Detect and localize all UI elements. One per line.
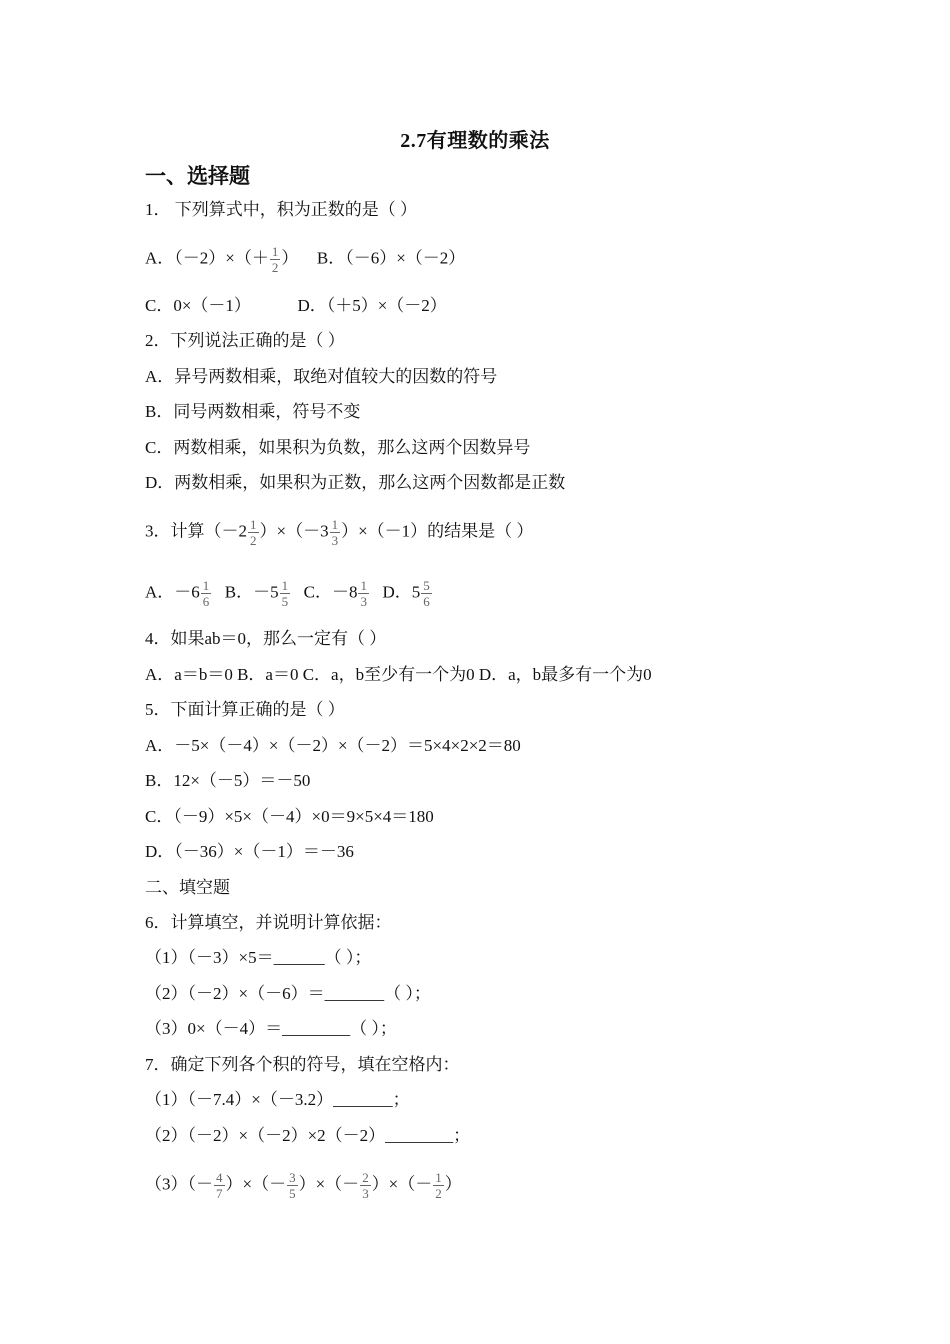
question-3-stem: 3．计算（－2 $\frac{1}{2}$ ）×（－3 $\frac{1}{3}$ ）×（－1）的结果是（ ） — [145, 517, 534, 548]
question-7-part-3: （3）（－ $\frac{4}{7}$ ）×（－ $\frac{3}{5}$ ）×（－ $\frac{2}{3}$ ）×（－ $\frac{1}{2}$ ） — [145, 1170, 462, 1201]
question-7-part-1: （1）（－7.4）×（－3.2）_______； — [145, 1090, 410, 1109]
question-5-option-a: A．－5×（－4）×（－2）×（－2）＝5×4×2×2＝80 — [145, 736, 521, 755]
question-2-option-b: B．同号两数相乘，符号不变 — [145, 402, 361, 421]
section-heading-choice: 一、选择题 — [145, 164, 250, 188]
question-7-stem: 7．确定下列各个积的符号，填在空格内： — [145, 1055, 460, 1074]
fraction: $\frac{1}{6}$ — [202, 578, 210, 609]
fraction: $\frac{3}{5}$ — [289, 1170, 296, 1201]
question-1-options-cd — [145, 294, 447, 318]
fraction: $\frac{2}{3}$ — [362, 1170, 369, 1201]
fraction: $\frac{1}{5}$ — [281, 578, 289, 609]
option-c-text: C．0×（－1） — [145, 296, 251, 315]
fraction: $\frac{4}{7}$ — [216, 1170, 223, 1201]
fraction: $\frac{5}{6}$ — [423, 578, 430, 609]
question-6-part-2: （2）（－2）×（－6）＝_______（ ）； — [145, 984, 431, 1003]
option-d-text: D．（＋5）×（－2） — [297, 296, 447, 315]
section-heading-fill: 二、填空题 — [145, 878, 230, 897]
question-5-option-c: C．（－9）×5×（－4）×0＝9×5×4＝180 — [145, 807, 434, 826]
question-2-option-c: C．两数相乘，如果积为负数，那么这两个因数异号 — [145, 438, 531, 457]
question-6-part-3: （3）0×（－4）＝________（ ）； — [145, 1019, 397, 1038]
fraction: $\frac{1}{2}$ — [250, 517, 257, 548]
question-2-option-d: D．两数相乘，如果积为正数，那么这两个因数都是正数 — [145, 473, 566, 492]
fraction: $\frac{1}{2}$ — [271, 244, 279, 275]
question-3-options: A．－6 $\frac{1}{6}$ B．－5 $\frac{1}{5}$ C．－8 $\frac{1}{3}$ D．5 $\frac{5}{6}$ — [145, 578, 430, 609]
question-4-stem: 4．如果ab＝0，那么一定有（ ） — [145, 629, 387, 648]
question-6-part-1: （1）（－3）×5＝______（ ）； — [145, 948, 372, 967]
question-4-options: A．a＝b＝0 B．a＝0 C．a，b至少有一个为0 D．a，b最多有一个为0 — [145, 665, 652, 684]
question-1-stem: 1． 下列算式中，积为正数的是（ ） — [145, 200, 417, 219]
option-b-text: B．（－6）×（－2） — [316, 248, 466, 268]
question-5-stem: 5．下面计算正确的是（ ） — [145, 700, 345, 719]
fraction: $\frac{1}{3}$ — [360, 578, 367, 609]
fraction: $\frac{1}{3}$ — [331, 517, 339, 548]
page-title: 2.7有理数的乘法 — [400, 130, 550, 152]
option-a-text: A．（－2）×（＋ — [145, 248, 269, 268]
question-7-part-2: （2）（－2）×（－2）×2（－2）________； — [145, 1126, 471, 1145]
question-2-option-a: A．异号两数相乘，取绝对值较大的因数的符号 — [145, 367, 498, 386]
question-2-stem: 2．下列说法正确的是（ ） — [145, 331, 345, 350]
question-5-option-d: D．（－36）×（－1）＝－36 — [145, 842, 354, 861]
question-5-option-b: B．12×（－5）＝－50 — [145, 771, 311, 790]
question-1-options-ab: A．（－2）×（＋ $\frac{1}{2}$ ） B．（－6）×（－2） — [145, 244, 466, 275]
fraction: $\frac{1}{2}$ — [435, 1170, 442, 1201]
question-6-stem: 6．计算填空，并说明计算依据： — [145, 913, 392, 932]
